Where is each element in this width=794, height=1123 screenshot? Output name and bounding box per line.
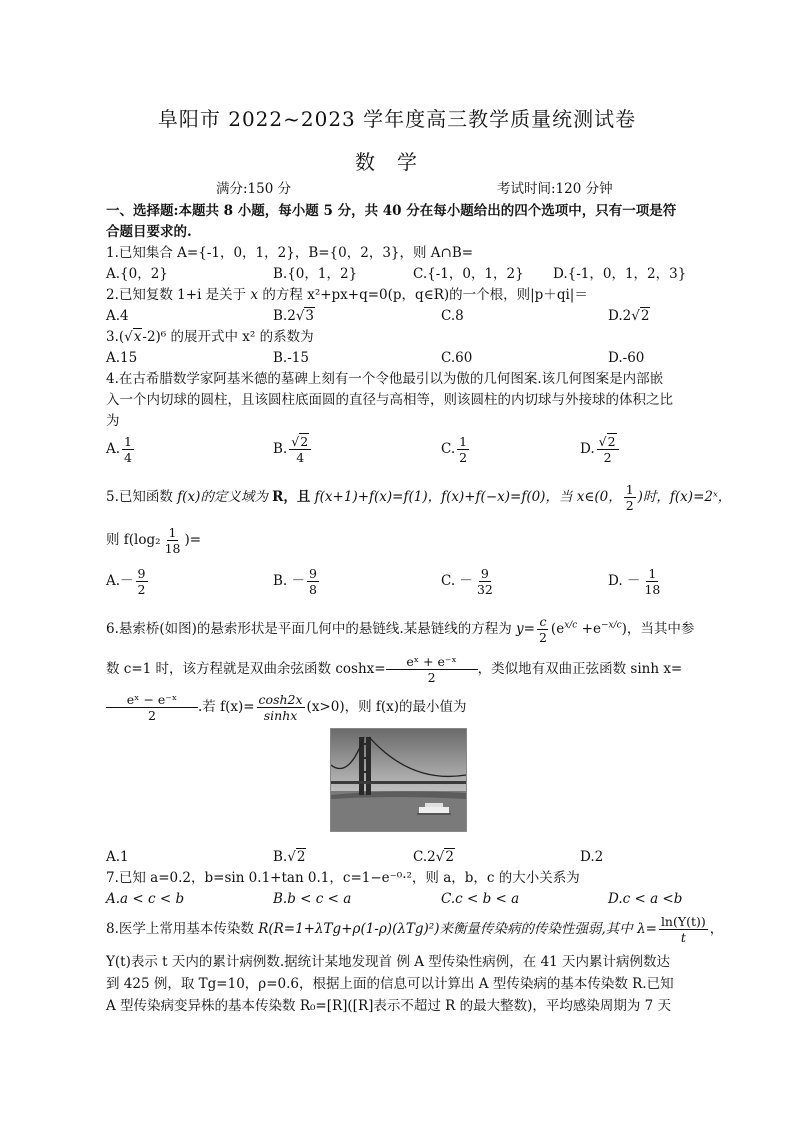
section-heading-cont: 合题目要求的. [106, 224, 192, 240]
q7-option-c: C.c < b < a [441, 891, 520, 907]
bridge-illustration [331, 729, 466, 831]
exam-time: 考试时间:120 分钟 [497, 181, 613, 197]
q5-option-a: A.－ $\frac{9}{2}$ [106, 566, 146, 597]
subject-title: 数学 [355, 150, 439, 174]
question-6-stem-line1: 6.悬索桥(如图)的悬索形状是平面几何中的悬链线.某悬链线的方程为 y= $\frac{c}{2}$ $(e^{x/c} +e^{-x/c})$，当其中参 [106, 614, 695, 645]
q6-option-c: C.2√2 [413, 849, 454, 865]
question-4-stem-line1: 4.在古希腊数学家阿基米德的墓碑上刻有一个令他最引以为傲的几何图案.该几何图案是内部嵌 [106, 371, 664, 387]
q4-option-c: C. $\frac{1}{2}$ [441, 434, 468, 465]
suspension-bridge-image [330, 728, 467, 832]
question-8-stem-line4: A 型传染病变异株的基本传染数 R₀=[R]([R]表示不超过 R 的最大整数)，平均感染周期为 7 天 [106, 998, 672, 1014]
question-4-stem-line3: 为 [106, 413, 120, 429]
q2-option-c: C.8 [441, 308, 464, 324]
question-1-stem: 1.已知集合 A={-1，0，1，2}，B={0，2，3}，则 A∩B= [106, 245, 474, 261]
q4-option-d: D. $\frac{√2}{2}$ [580, 434, 621, 465]
question-4-stem-line2: 入一个内切球的圆柱，且该圆柱底面圆的直径与高相等，则该圆柱的内切球与外接球的体积之比 [106, 392, 673, 408]
q5-option-c: C. － $\frac{9}{32}$ [441, 566, 493, 597]
q7-option-d: D.c < a <b [608, 891, 683, 907]
q6-option-b: B.√2 [273, 849, 306, 865]
q1-option-d: D.{-1，0，1，2，3} [553, 266, 687, 282]
question-8-stem-line3: 到 425 例，取 Tg=10，ρ=0.6，根据上面的信息可以计算出 A 型传染病的基本传染数 R.已知 [106, 976, 674, 992]
q1-option-b: B.{0，1，2} [273, 266, 358, 282]
q6-option-a: A.1 [106, 849, 129, 865]
q2-option-a: A.4 [106, 308, 129, 324]
question-6-stem-line2: 数 c=1 时，该方程就是双曲余弦函数 coshx= $\frac{\text{eˣ + e⁻ˣ}}{2}$ ，类似地有双曲正弦函数 sinh x= [106, 654, 683, 685]
question-8-stem-line2: Y(t)表示 t 天内的累计病例数.据统计某地发现首 例 A 型传染性病例，在 41 天内累计病例数达 [106, 954, 671, 970]
question-7-stem: 7.已知 a=0.2，b=sin 0.1+tan 0.1，c=1−e⁻⁰·²，则 a，b，c 的大小关系为 [106, 870, 580, 886]
exam-title: 阜阳市 2022~2023 学年度高三教学质量统测试卷 [157, 107, 637, 131]
full-score: 满分:150 分 [216, 181, 292, 197]
q1-option-c: C.{-1，0，1，2} [413, 266, 524, 282]
q3-option-b: B.-15 [273, 350, 309, 366]
question-8-stem-line1: 8.医学上常用基本传染数 R(R=1+λTg+ρ(1-ρ)(λTg)²)来衡量传染病的传染性强弱,其中 λ= $\frac{\ln(Y(t))}{t}$ ， [106, 914, 724, 945]
question-5-stem-line2: 则 f(log₂ $\frac{1}{18}$ )= [106, 525, 202, 556]
question-3-stem: 3.(√x-2)⁶ 的展开式中 x² 的系数为 [106, 329, 314, 345]
q2-option-d: D.2√2 [608, 308, 650, 324]
q1-option-a: A.{0，2} [106, 266, 168, 282]
q3-option-c: C.60 [441, 350, 473, 366]
question-5-stem-line1: 5.已知函数 f(x)的定义域为 R，且 f(x+1)+f(x)=f(1)，f(x)+f(−x)=f(0)，当 x∈(0， $\frac{1}{2}$ )时，f(x)=2ˣ， [106, 482, 732, 513]
q7-option-b: B.b < c < a [273, 891, 352, 907]
q4-option-a: A. $\frac{1}{4}$ [106, 434, 132, 465]
q6-option-d: D.2 [580, 849, 604, 865]
q7-option-a: A.a < c < b [106, 891, 185, 907]
q3-option-a: A.15 [106, 350, 138, 366]
q2-option-b: B.2√3 [273, 308, 315, 324]
section-heading: 一、选择题:本题共 8 小题，每小题 5 分，共 40 分在每小题给出的四个选项中，只有一项是符 [106, 203, 677, 219]
q5-option-d: D. － $\frac{1}{18}$ [608, 566, 661, 597]
question-6-stem-line3: $\frac{\text{eˣ − e⁻ˣ}}{2}$ .若 f(x)= $\frac{\cosh 2x}{\sinh x}$ (x>0)，则 f(x)的最小值为 [106, 692, 467, 723]
q5-option-b: B. － $\frac{9}{8}$ [273, 566, 317, 597]
q4-option-b: B. $\frac{√2}{4}$ [273, 434, 313, 465]
question-2-stem: 2.已知复数 1+i 是关于 x 的方程 x²+px+q=0(p，q∈R)的一个根，则|p＋qi|＝ [106, 287, 588, 303]
q3-option-d: D.-60 [608, 350, 645, 366]
